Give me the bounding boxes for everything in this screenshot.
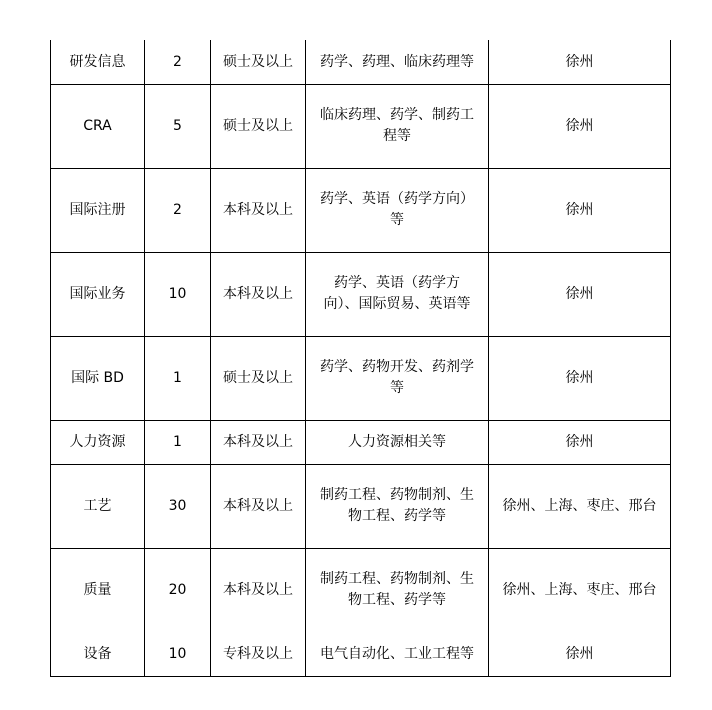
location-cell: 徐州: [489, 84, 671, 168]
count-cell: 10: [145, 252, 211, 336]
major-line: 等: [390, 380, 404, 396]
major-line: 制药工程、药物制剂、生: [320, 571, 474, 588]
count-cell: 1: [145, 420, 211, 464]
recruitment-table-body: [51, 40, 671, 676]
count-cell: 30: [145, 464, 211, 548]
major-line: 药学、英语（药学方向）: [320, 191, 474, 207]
major-line: 药学、药物开发、药剂学: [320, 359, 474, 375]
table-row: [51, 548, 671, 632]
table-row: [51, 420, 671, 464]
table-row: [51, 252, 671, 336]
count-cell: 2: [145, 40, 211, 84]
location-cell: 徐州: [489, 40, 671, 84]
position-cell: CRA: [51, 84, 145, 168]
major-cell: 人力资源相关等: [306, 420, 489, 464]
major-line: 向）、国际贸易、英语等: [323, 296, 471, 312]
education-cell: 本科及以上: [211, 168, 306, 252]
count-cell: 1: [145, 336, 211, 420]
major-cell: [306, 168, 489, 252]
count-cell: 5: [145, 84, 211, 168]
education-cell: 硕士及以上: [211, 336, 306, 420]
education-cell: 本科及以上: [211, 420, 306, 464]
major-cell: [306, 548, 489, 632]
location-cell: 徐州: [489, 632, 671, 676]
education-cell: 本科及以上: [211, 548, 306, 632]
table-row: [51, 464, 671, 548]
position-cell: 研发信息: [51, 40, 145, 84]
major-line: 物工程、药学等: [348, 508, 446, 524]
recruitment-table: [50, 40, 671, 677]
count-cell: 20: [145, 548, 211, 632]
table-row: [51, 632, 671, 676]
position-cell: 人力资源: [51, 420, 145, 464]
table-row: [51, 336, 671, 420]
position-cell: 工艺: [51, 464, 145, 548]
location-cell: 徐州、上海、枣庄、邢台: [489, 464, 671, 548]
education-cell: 本科及以上: [211, 252, 306, 336]
major-line: 临床药理、药学、制药工: [320, 107, 474, 123]
major-cell: [306, 464, 489, 548]
location-cell: 徐州、上海、枣庄、邢台: [489, 548, 671, 632]
major-cell: 药学、药理、临床药理等: [306, 40, 489, 84]
position-cell: 质量: [51, 548, 145, 632]
position-cell: 国际 BD: [51, 336, 145, 420]
major-cell: [306, 336, 489, 420]
position-cell: 设备: [51, 632, 145, 676]
major-cell: 电气自动化、工业工程等: [306, 632, 489, 676]
location-cell: 徐州: [489, 168, 671, 252]
education-cell: 硕士及以上: [211, 40, 306, 84]
major-line: 药学、英语（药学方: [334, 275, 460, 291]
major-line: 制药工程、药物制剂、生: [320, 487, 474, 503]
education-cell: 硕士及以上: [211, 84, 306, 168]
education-cell: 本科及以上: [211, 464, 306, 548]
table-row: [51, 168, 671, 252]
table-row: [51, 84, 671, 168]
position-cell: 国际注册: [51, 168, 145, 252]
major-cell: [306, 252, 489, 336]
count-cell: 10: [145, 632, 211, 676]
location-cell: 徐州: [489, 420, 671, 464]
major-line: 等: [390, 212, 404, 228]
table-row: [51, 40, 671, 84]
education-cell: 专科及以上: [211, 632, 306, 676]
major-cell: [306, 84, 489, 168]
location-cell: 徐州: [489, 252, 671, 336]
major-line: 物工程、药学等: [348, 592, 446, 609]
position-cell: 国际业务: [51, 252, 145, 336]
major-line: 程等: [383, 128, 411, 144]
location-cell: 徐州: [489, 336, 671, 420]
count-cell: 2: [145, 168, 211, 252]
